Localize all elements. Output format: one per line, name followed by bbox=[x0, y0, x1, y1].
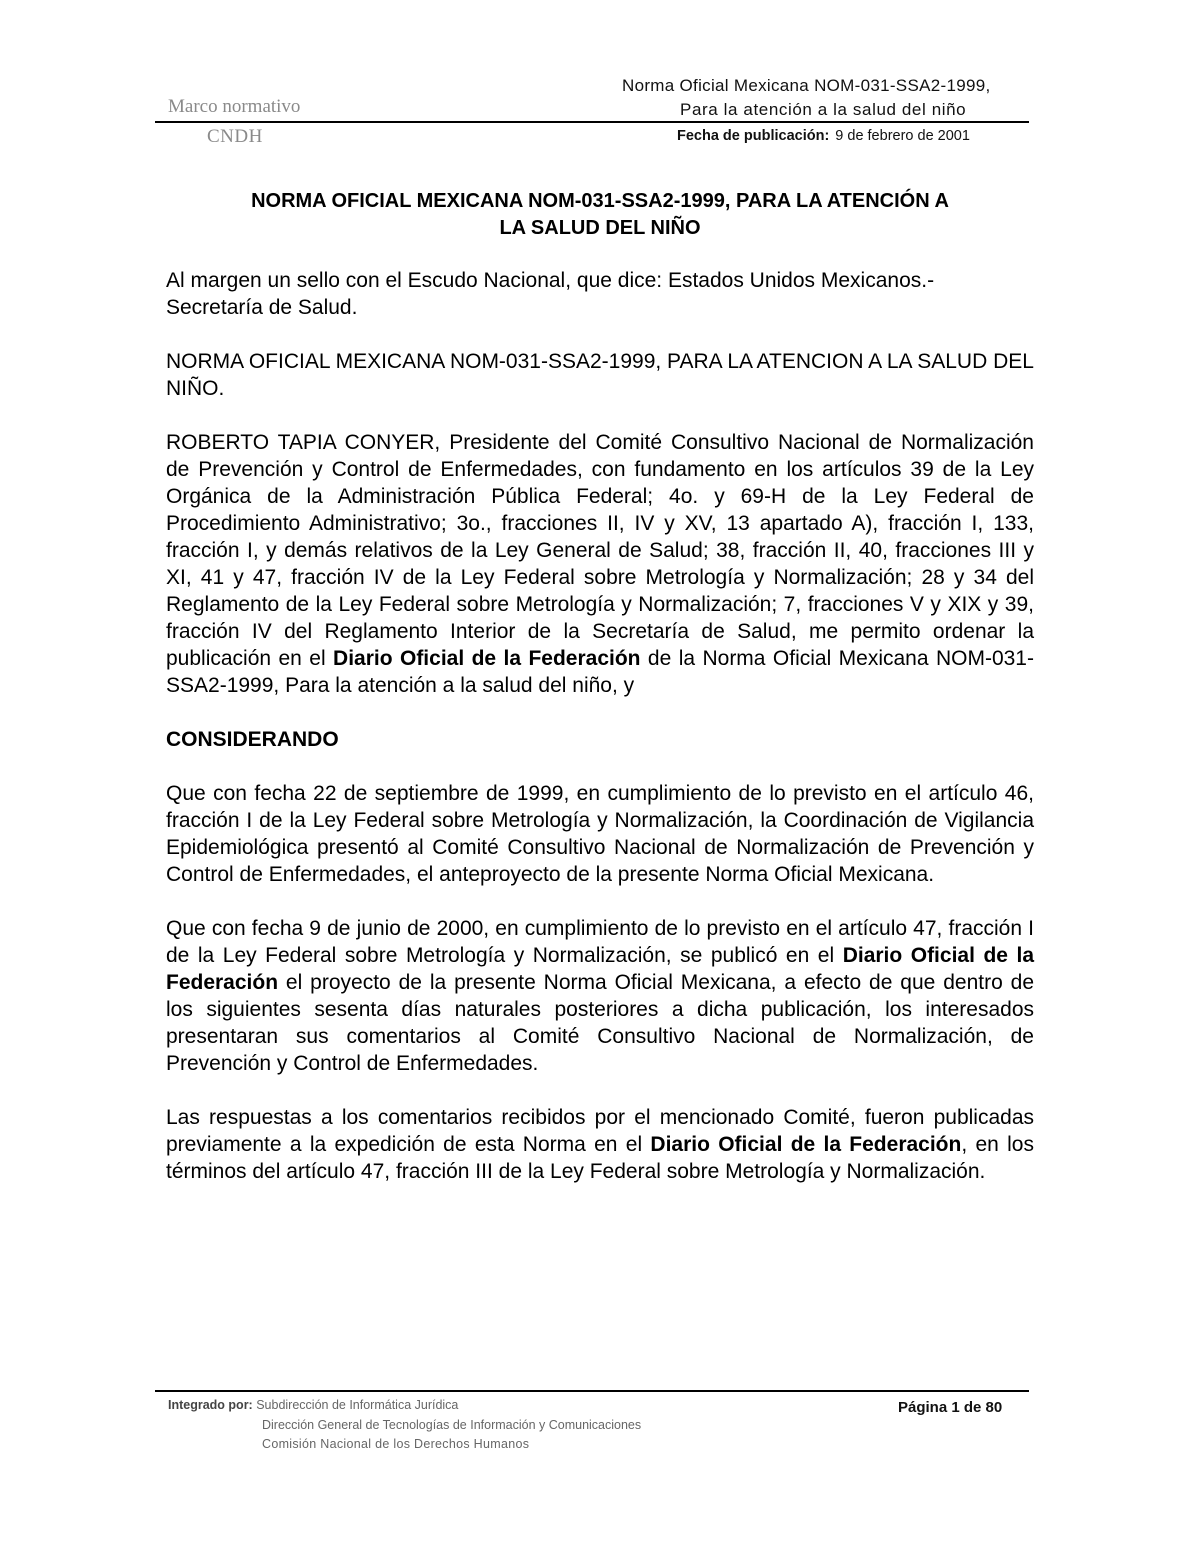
footer-integrated-by bbox=[168, 1398, 458, 1412]
considerando-2-text-b: el proyecto de la presente Norma Oficial Mexicana, a efecto de que dentro de los siguientes sesenta días naturales posteriores a dicha publicación, los interesados presentaran sus comentarios al Comité Consultivo Nacional de Normalización, de Prevención y Control de Enfermedades. bbox=[166, 971, 1034, 1075]
footer-divider bbox=[155, 1390, 1029, 1392]
page-number: Página 1 de 80 bbox=[898, 1399, 1003, 1416]
document-body bbox=[166, 188, 1034, 1212]
considerando-2-text-a: Que con fecha 9 de junio de 2000, en cumplimiento de lo previsto en el artículo 47, fracción I de la Ley Federal sobre Metrología y Normalización, se publicó en el bbox=[166, 917, 1034, 967]
considerando-3-text-b: , en los términos del artículo 47, fracción III de la Ley Federal sobre Metrología y Normalización. bbox=[166, 1133, 1034, 1183]
header-divider bbox=[155, 121, 1029, 123]
considerando-3-text-a: Las respuestas a los comentarios recibidos por el mencionado Comité, fueron publicadas previamente a la expedición de esta Norma en el bbox=[166, 1106, 1034, 1156]
title-line-1: NORMA OFICIAL MEXICANA NOM-031-SSA2-1999, PARA LA ATENCIÓN A bbox=[251, 190, 949, 212]
considerando-2-diario-oficial: Diario Oficial de la Federación bbox=[166, 944, 1034, 994]
title-line-2: LA SALUD DEL NIÑO bbox=[499, 217, 701, 239]
paragraph-considerando-1: Que con fecha 22 de septiembre de 1999, en cumplimiento de lo previsto en el artículo 46, fracción I de la Ley Federal sobre Metrología y Normalización, la Coordinación de Vigilancia Epidemiológica presentó al Comité Consultivo Nacional de Normalización de Prevención y Control de Enfermedades, el anteproyecto de la presente Norma Oficial Mexicana. bbox=[166, 782, 1034, 886]
paragraph-considerando-2 bbox=[166, 915, 1034, 1077]
header-organization: CNDH bbox=[207, 126, 263, 147]
footer-direction: Dirección General de Tecnologías de Información y Comunicaciones bbox=[262, 1418, 642, 1432]
footer-integrated-label: Integrado por: bbox=[168, 1398, 253, 1412]
paragraph-norm-name: NORMA OFICIAL MEXICANA NOM-031-SSA2-1999, PARA LA ATENCION A LA SALUD DEL NIÑO. bbox=[166, 350, 1034, 400]
header-norm-subtitle: Para la atención a la salud del niño bbox=[680, 100, 967, 119]
preamble-diario-oficial: Diario Oficial de la Federación bbox=[333, 647, 641, 670]
preamble-text-b: de la Norma Oficial Mexicana NOM-031-SSA2-1999, Para la atención a la salud del niño, y bbox=[166, 647, 1034, 697]
paragraph-considerando-3 bbox=[166, 1104, 1034, 1185]
preamble-text-a: ROBERTO TAPIA CONYER, Presidente del Comité Consultivo Nacional de Normalización de Prevención y Control de Enfermedades, con fundamento en los artículos 39 de la Ley Orgánica de la Administración Pública Federal; 4o. y 69-H de la Ley Federal de Procedimiento Administrativo; 3o., fracciones II, IV y XV, 13 apartado A), fracción I, 133, fracción I, y demás relativos de la Ley General de Salud; 38, fracción II, 40, fracciones III y XI, 41 y 47, fracción IV de la Ley Federal sobre Metrología y Normalización; 28 y 34 del Reglamento de la Ley Federal sobre Metrología y Normalización; 7, fracciones V y XIX y 39, fracción IV del Reglamento Interior de la Secretaría de Salud, me permito ordenar la publicación en el bbox=[166, 431, 1034, 670]
paragraph-seal: Al margen un sello con el Escudo Nacional, que dice: Estados Unidos Mexicanos.- Secretaría de Salud. bbox=[166, 269, 935, 319]
document-title bbox=[166, 188, 1034, 242]
publication-date-label: Fecha de publicación: bbox=[677, 128, 830, 144]
section-heading-considerando: CONSIDERANDO bbox=[166, 728, 339, 751]
footer-integrated-value: Subdirección de Informática Jurídica bbox=[256, 1398, 459, 1412]
considerando-3-diario-oficial: Diario Oficial de la Federación bbox=[650, 1133, 962, 1156]
header-publication-date bbox=[677, 128, 970, 144]
header-norm-title: Norma Oficial Mexicana NOM-031-SSA2-1999, bbox=[622, 76, 991, 95]
footer-commission: Comisión Nacional de los Derechos Humanos bbox=[262, 1437, 530, 1451]
header-section-label: Marco normativo bbox=[168, 96, 301, 117]
paragraph-preamble bbox=[166, 429, 1034, 699]
publication-date-value: 9 de febrero de 2001 bbox=[835, 128, 970, 144]
